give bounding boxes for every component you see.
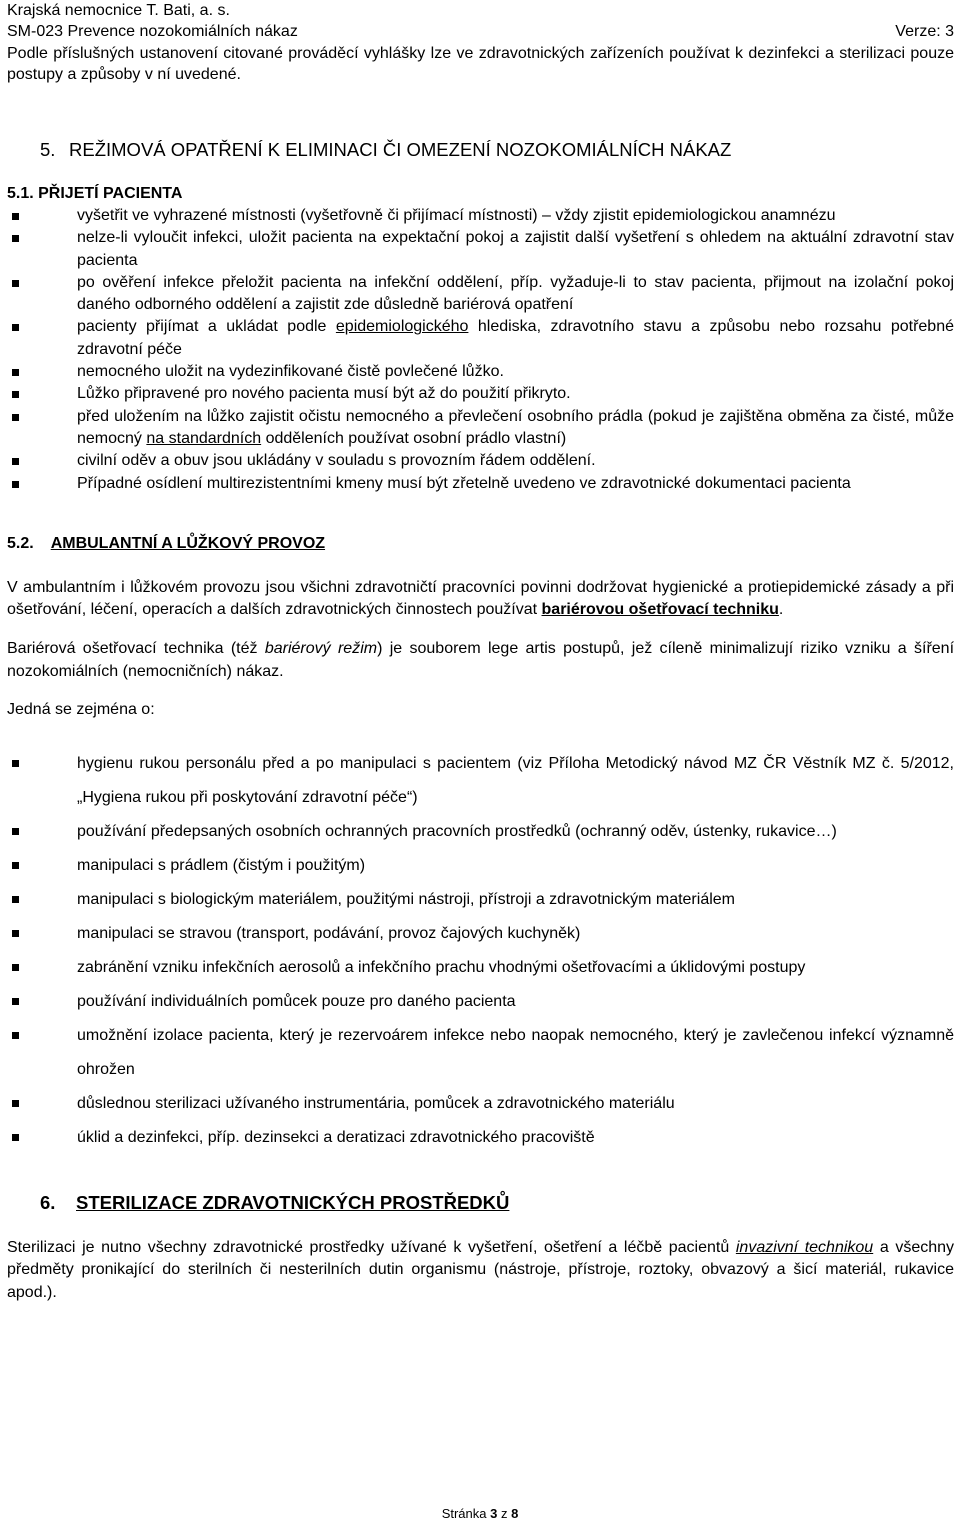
page-header: [7, 0, 954, 42]
section-5-title: REŽIMOVÁ OPATŘENÍ K ELIMINACI ČI OMEZENÍ NOZOKOMIÁLNÍCH NÁKAZ: [69, 139, 732, 160]
text-run: a všechny předměty pronikající do sterilních či nesterilních dutin organismu (nástroje, přístroje, roztoky, obvazový a šicí materiál, rukavice apod.).: [7, 1238, 955, 1302]
list-item: [7, 316, 954, 361]
text-run: ) je souborem lege artis postupů, jež cíleně minimalizují riziko vzniku a šíření nozokomiálních (nemocničních) nákaz.: [7, 640, 955, 680]
section-5-2-title: AMBULANTNÍ A LŮŽKOVÝ PROVOZ: [50, 534, 326, 552]
bold-underlined-text: bariérovou ošetřovací techniku: [541, 601, 779, 619]
list-item: manipulaci s prádlem (čistým i použitým): [7, 849, 954, 883]
admission-list: [7, 205, 954, 495]
section-6-heading: [7, 1191, 954, 1215]
ambulatory-paragraph: [7, 577, 954, 622]
section-5-1-heading: 5.1. PŘIJETÍ PACIENTA: [7, 185, 183, 202]
text-run: pacienty přijímat a ukládat podle: [77, 318, 336, 336]
sterilization-paragraph: [7, 1237, 954, 1305]
list-item: hygienu rukou personálu před a po manipulaci s pacientem (viz Příloha Metodický návod MZ ČR Věstník MZ č. 5/2012, „Hygiena rukou při poskytování zdravotní péče“): [7, 747, 954, 815]
italic-text: bariérový režim: [264, 640, 378, 658]
section-5-heading: [7, 138, 954, 162]
page-number: 3: [490, 1506, 498, 1521]
italic-underlined-text: invazivní technikou: [735, 1238, 874, 1256]
page-footer: [0, 1506, 960, 1521]
underlined-text: na standardních: [146, 429, 262, 447]
page-total: 8: [511, 1506, 519, 1521]
barrier-technique-list: [7, 747, 954, 1155]
section-5-2-number: 5.2.: [7, 534, 34, 552]
document-page: [7, 0, 954, 1305]
list-item: důslednou sterilizaci užívaného instrumentária, pomůcek a zdravotnického materiálu: [7, 1087, 954, 1121]
section-5-number: 5.: [40, 139, 56, 160]
list-item: nelze-li vyloučit infekci, uložit pacienta na expektační pokoj a zajistit další vyšetření s ohledem na aktuální zdravotní stav pacienta: [7, 227, 954, 272]
list-item: umožnění izolace pacienta, který je rezervoárem infekce nebo naopak nemocného, který je zavlečenou infekcí významně ohrožen: [7, 1019, 954, 1087]
section-6-number: 6.: [40, 1191, 56, 1213]
list-item: používání předepsaných osobních ochranných pracovních prostředků (ochranný oděv, ústenky, rukavice…): [7, 815, 954, 849]
list-item: [7, 406, 954, 451]
list-item: zabránění vzniku infekčních aerosolů a infekčního prachu vhodnými ošetřovacími a úklidovými postupy: [7, 951, 954, 985]
text-run: hlediska, zdravotního stavu a způsobu nebo rozsahu potřebné zdravotní péče: [77, 318, 954, 358]
list-item: manipulaci s biologickým materiálem, použitými nástroji, přístroji a zdravotnickým materiálem: [7, 883, 954, 917]
list-item: používání individuálních pomůcek pouze pro daného pacienta: [7, 985, 954, 1019]
footer-label: Stránka: [441, 1506, 491, 1521]
underlined-text: epidemiologického: [335, 318, 469, 336]
list-item: manipulaci se stravou (transport, podávání, provoz čajových kuchyněk): [7, 917, 954, 951]
section-5-2-heading: [7, 533, 954, 555]
list-item: nemocného uložit na vydezinfikované čistě povlečené lůžko.: [7, 361, 954, 383]
intro-paragraph: Podle příslušných ustanovení citované prováděcí vyhlášky lze ve zdravotnických zařízeních používat k dezinfekci a sterilizaci pouze postupy a způsoby v ní uvedené.: [7, 45, 954, 83]
text-run: Bariérová ošetřovací technika (též: [7, 640, 265, 658]
text-run: odděleních používat osobní prádlo vlastní): [261, 429, 567, 447]
list-item: Lůžko připravené pro nového pacienta musí být až do použití přikryto.: [7, 383, 954, 405]
document-version: Verze: 3: [895, 23, 954, 40]
hospital-name: Krajská nemocnice T. Bati, a. s.: [7, 2, 230, 19]
text-run: .: [778, 601, 784, 619]
text-run: Sterilizaci je nutno všechny zdravotnické prostředky užívané k vyšetření, ošetření a léčbě pacientů: [7, 1238, 736, 1256]
list-item: po ověření infekce přeložit pacienta na infekční oddělení, příp. vyžaduje-li to stav pacienta, přijmout na izolační pokoj daného odborného oddělení a zajistit zde důsledně bariérová opatření: [7, 272, 954, 317]
list-item: vyšetřit ve vyhrazené místnosti (vyšetřovně či přijímací místnosti) – vždy zjistit epidemiologickou anamnézu: [7, 205, 954, 227]
document-code: SM-023 Prevence nozokomiálních nákaz: [7, 23, 298, 40]
section-6-title: STERILIZACE ZDRAVOTNICKÝCH PROSTŘEDKŮ: [76, 1191, 510, 1213]
list-item: Případné osídlení multirezistentními kmeny musí být zřetelně uvedeno ve zdravotnické dokumentaci pacienta: [7, 473, 954, 495]
list-item: civilní oděv a obuv jsou ukládány v souladu s provozním řádem oddělení.: [7, 450, 954, 472]
footer-separator: z: [497, 1506, 512, 1521]
list-intro: Jedná se zejména o:: [7, 701, 155, 719]
text-run: V ambulantním i lůžkovém provozu jsou všichni zdravotničtí pracovníci povinni dodržovat hygienické a protiepidemické zásady a při ošetřování, léčení, operacích a dalších zdravotnických činnostech používat: [7, 578, 954, 619]
barrier-definition-paragraph: [7, 638, 954, 683]
text-run: před uložením na lůžko zajistit očistu nemocného a převlečení osobního prádla (pokud je zajištěna obměna za čisté, může nemocný: [77, 407, 954, 447]
list-item: úklid a dezinfekci, příp. dezinsekci a deratizaci zdravotnického pracoviště: [7, 1121, 954, 1155]
